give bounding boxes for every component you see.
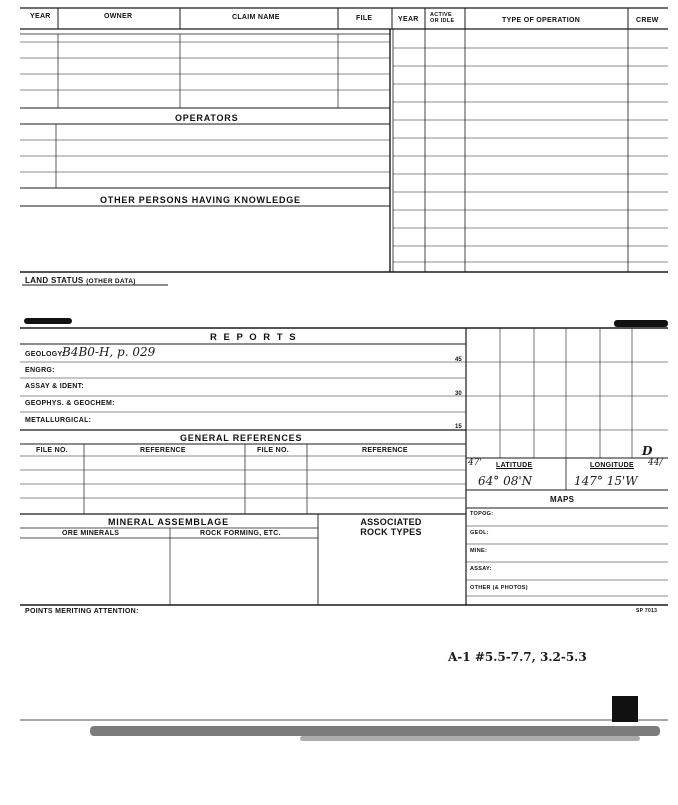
scan-noise-band-2 bbox=[300, 736, 640, 741]
header-file: FILE bbox=[356, 15, 373, 22]
header-type-of-operation: TYPE OF OPERATION bbox=[502, 17, 581, 24]
maps-topog: TOPOG: bbox=[470, 511, 494, 517]
ref-col-file-no-1: FILE NO. bbox=[36, 447, 68, 454]
maps-other: OTHER (& PHOTOS) bbox=[470, 585, 528, 591]
points-meriting-attention-label: POINTS MERITING ATTENTION: bbox=[25, 608, 139, 615]
ore-minerals-col: ORE MINERALS bbox=[62, 530, 120, 537]
maps-heading: MAPS bbox=[550, 495, 575, 504]
mineral-assemblage-heading: MINERAL ASSEMBLAGE bbox=[108, 517, 229, 527]
header-owner: OWNER bbox=[104, 13, 133, 20]
land-status-heading bbox=[25, 276, 136, 285]
other-persons-heading: OTHER PERSONS HAVING KNOWLEDGE bbox=[100, 195, 301, 205]
side-number-15: 15 bbox=[455, 424, 462, 430]
lat-prefix: 47' bbox=[468, 458, 482, 468]
geophys-label: GEOPHYS. & GEOCHEM: bbox=[25, 400, 115, 407]
scan-smudge-left bbox=[24, 318, 72, 324]
side-number-45: 45 bbox=[455, 357, 462, 363]
land-status-note: (OTHER DATA) bbox=[86, 278, 136, 285]
handwritten-sample-note: A-1 #5.5-7.7, 3.2-5.3 bbox=[448, 650, 587, 664]
land-status-label: LAND STATUS bbox=[25, 276, 84, 285]
header-active-or-idle: ACTIVE OR IDLE bbox=[430, 12, 455, 24]
reports-heading: R E P O R T S bbox=[210, 332, 298, 343]
general-references-heading: GENERAL REFERENCES bbox=[180, 433, 303, 443]
header-crew: CREW bbox=[636, 17, 659, 24]
engrg-label: ENGRG: bbox=[25, 367, 55, 374]
longitude-value: 147° 15'W bbox=[574, 474, 638, 488]
scan-square-mark bbox=[612, 696, 638, 722]
operators-heading: OPERATORS bbox=[175, 113, 239, 123]
scan-smudge-right bbox=[614, 320, 668, 327]
ref-col-reference-1: REFERENCE bbox=[140, 447, 186, 454]
header-year-2: YEAR bbox=[398, 16, 419, 23]
form-code: SP 7013 bbox=[636, 608, 658, 614]
metallurgical-label: METALLURGICAL: bbox=[25, 417, 92, 424]
maps-assay: ASSAY: bbox=[470, 566, 492, 572]
lon-suffix: 44/ bbox=[648, 458, 663, 468]
longitude-label: LONGITUDE bbox=[590, 462, 634, 469]
assay-ident-label: ASSAY & IDENT: bbox=[25, 383, 85, 390]
header-claim-name: CLAIM NAME bbox=[232, 14, 280, 21]
rock-forming-col: ROCK FORMING, ETC. bbox=[200, 530, 281, 537]
latitude-label: LATITUDE bbox=[496, 462, 533, 469]
scan-noise-band bbox=[90, 726, 660, 736]
side-number-30: 30 bbox=[455, 391, 462, 397]
ref-col-reference-2: REFERENCE bbox=[362, 447, 408, 454]
latitude-value: 64° 08'N bbox=[478, 474, 533, 488]
geology-value: B4B0-H, p. 029 bbox=[62, 345, 156, 359]
header-year: YEAR bbox=[30, 13, 51, 20]
associated-rock-types-heading: ASSOCIATED ROCK TYPES bbox=[360, 517, 422, 537]
geology-label: GEOLOGY: bbox=[25, 351, 65, 358]
ref-col-file-no-2: FILE NO. bbox=[257, 447, 289, 454]
corner-mark: D bbox=[642, 444, 653, 458]
maps-mine: MINE: bbox=[470, 548, 488, 554]
maps-geol: GEOL: bbox=[470, 530, 489, 536]
